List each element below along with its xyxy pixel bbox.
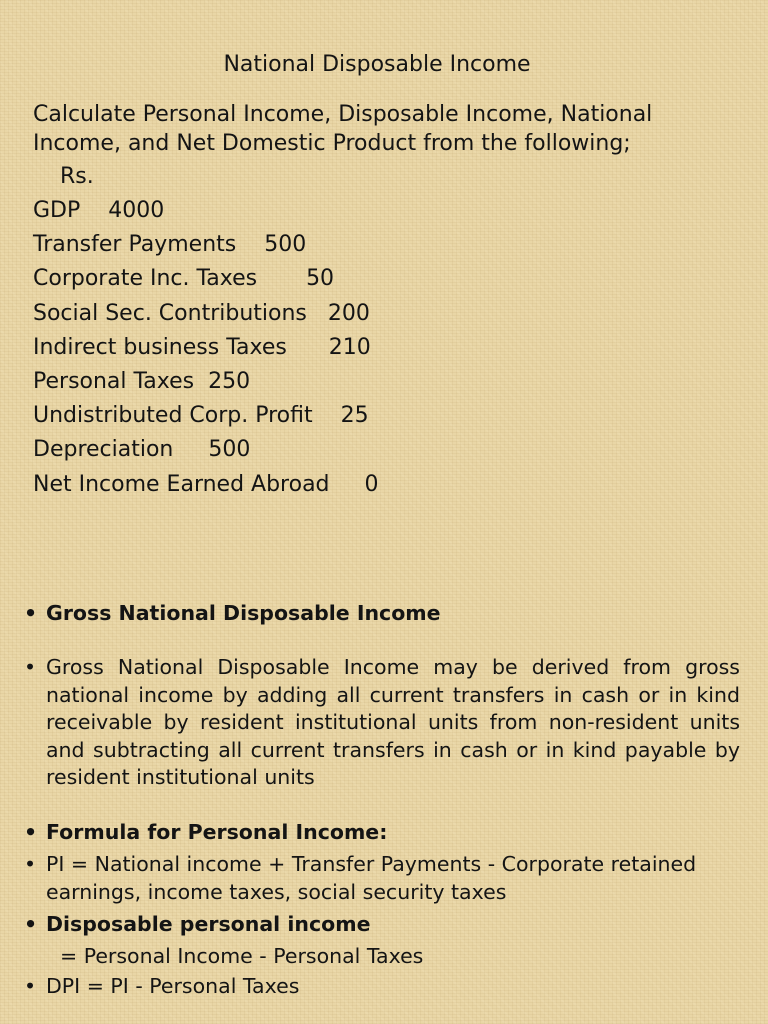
item-label: Personal Taxes xyxy=(33,369,195,395)
item-value: 4000 xyxy=(108,198,165,223)
data-item xyxy=(33,262,743,296)
item-value: 200 xyxy=(327,300,370,326)
data-item xyxy=(33,331,743,365)
item-label: Net Income Earned Abroad xyxy=(33,471,330,497)
bullet-list xyxy=(24,597,740,1000)
data-item xyxy=(33,228,743,262)
unit-label: Rs. xyxy=(60,164,94,189)
data-item xyxy=(33,194,743,228)
item-label: Depreciation xyxy=(33,437,174,463)
gndi-heading: • Gross National Disposable Income xyxy=(24,597,740,629)
dpi-heading: • Disposable personal income xyxy=(24,908,740,940)
data-item xyxy=(33,365,743,399)
pi-formula-heading: • Formula for Personal Income: xyxy=(24,816,740,848)
item-label: Undistributed Corp. Profit xyxy=(33,403,313,429)
dpi-formula: • DPI = PI - Personal Taxes xyxy=(24,972,740,1000)
item-label: GDP xyxy=(33,198,81,223)
data-item xyxy=(33,433,743,467)
problem-statement xyxy=(33,100,743,502)
data-item xyxy=(33,399,743,433)
pi-formula: • PI = National income + Transfer Payments - Corporate retained earnings, income taxes, social security taxes xyxy=(24,850,740,906)
gndi-definition: • Gross National Disposable Income may be derived from gross national income by adding all current transfers in cash or in kind receivable by resident institutional units from non-resident units and subtracting all current transfers in cash or in kind payable by resident institutional units xyxy=(24,654,740,792)
item-value: 250 xyxy=(208,369,251,395)
item-value: 210 xyxy=(328,334,371,360)
slide-title: National Disposable Income xyxy=(223,52,531,77)
problem-intro: Calculate Personal Income, Disposable Income, National Income, and Net Domestic Product from the following; xyxy=(33,102,653,156)
dpi-definition: = Personal Income - Personal Taxes xyxy=(60,943,424,968)
item-label: Corporate Inc. Taxes xyxy=(33,266,258,292)
item-value: 50 xyxy=(306,266,335,292)
item-value: 500 xyxy=(208,437,251,463)
data-items xyxy=(33,194,743,502)
item-label: Indirect business Taxes xyxy=(33,334,287,360)
item-label: Transfer Payments xyxy=(33,232,237,258)
item-value: 500 xyxy=(264,232,307,258)
data-item xyxy=(33,297,743,331)
data-item xyxy=(33,468,743,502)
item-value: 25 xyxy=(340,403,369,429)
item-value: 0 xyxy=(364,471,379,497)
item-label: Social Sec. Contributions xyxy=(33,300,307,326)
